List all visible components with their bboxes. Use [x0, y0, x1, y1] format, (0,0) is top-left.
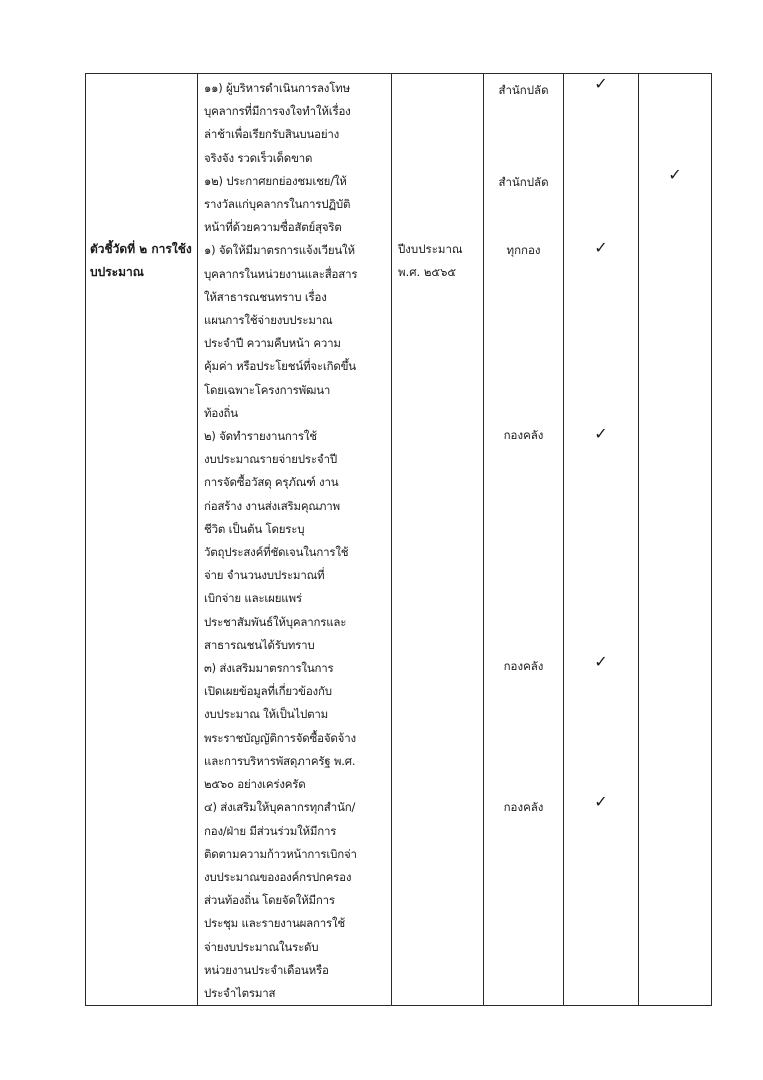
activities-cell — [198, 74, 392, 1006]
check-mark-icon: ✓ — [594, 74, 608, 93]
budget-year: ปีงบประมาณ พ.ศ. ๒๕๖๕ — [398, 242, 463, 279]
activity-11: ๑๑) ผู้บริหารดำเนินการลงโทษ บุคลากรที่มีการจงใจทำให้เรื่อง ล่าช้าเพื่อเรียกรับสินบนอย่าง จริงจัง รวดเร็วเด็ดขาด — [204, 81, 351, 165]
responsible-unit: ทุกกอง — [506, 243, 541, 257]
check-mark-icon: ✓ — [668, 165, 682, 184]
check-column-2 — [639, 74, 712, 1006]
check-mark-icon: ✓ — [594, 652, 608, 671]
period-cell — [392, 74, 484, 1006]
activity-indicator2-2: ๒) จัดทำรายงานการใช้ งบประมาณรายจ่ายประจำปี การจัดซื้อวัสดุ ครุภัณฑ์ งาน ก่อสร้าง งานส่งเสริมคุณภาพ ชีวิต เป็นต้น โดยระบุ วัตถุประสงค์ที่ชัดเจนในการใช้ จ่าย จำนวนงบประมาณที่ เบิกจ่าย และเผยแพร่ ประชาสัมพันธ์ให้บุคลากรและ สาธารณชนได้รับทราบ — [204, 429, 349, 652]
activity-indicator2-3: ๓) ส่งเสริมมาตรการในการ เปิดเผยข้อมูลที่เกี่ยวข้องกับ งบประมาณ ให้เป็นไปตาม พระราชบัญญัติการจัดซื้อจัดจ้าง และการบริหารพัสดุภาครัฐ พ.ศ. ๒๕๖๐ อย่างเคร่งครัด — [204, 661, 356, 792]
table-row — [86, 74, 712, 1006]
responsible-unit: สำนักปลัด — [498, 175, 549, 189]
indicator-cell — [86, 74, 198, 1006]
responsible-unit: กองคลัง — [503, 428, 544, 442]
check-mark-icon: ✓ — [594, 792, 608, 811]
activity-indicator2-1: ๑) จัดให้มีมาตรการแจ้งเวียนให้ บุคลากรในหน่วยงานและสื่อสาร ให้สาธารณชนทราบ เรื่อง แผนการใช้จ่ายงบประมาณ ประจำปี ความคืบหน้า ความ คุ้มค่า หรือประโยชน์ที่จะเกิดขึ้น โดยเฉพาะโครงการพัฒนา ท้องถิ่น — [204, 243, 358, 420]
check-mark-icon: ✓ — [594, 424, 608, 443]
activity-12: ๑๒) ประกาศยกย่องชมเชย/ให้ รางวัลแก่บุคลากรในการปฏิบัติ หน้าที่ด้วยความซื่อสัตย์สุจริต — [204, 173, 351, 235]
check-column-1 — [564, 74, 639, 1006]
responsible-unit: กองคลัง — [503, 659, 544, 673]
anti-corruption-plan-table — [85, 73, 712, 1006]
responsible-unit: กองคลัง — [503, 800, 544, 814]
activity-indicator2-4: ๔) ส่งเสริมให้บุคลากรทุกสำนัก/ กอง/ฝ่าย มีส่วนร่วมให้มีการ ติดตามความก้าวหน้าการเบิกจ่า งบประมาณขององค์กรปกครอง ส่วนท้องถิ่น โดยจัดให้มีการ ประชุม และรายงานผลการใช้ จ่ายงบประมาณในระดับ หน่วยงานประจำเดือนหรือ ประจำไตรมาส — [204, 800, 357, 1000]
indicator-label: ตัวชี้วัดที่ ๒ การใช้งบประมาณ — [90, 242, 192, 279]
responsible-unit: สำนักปลัด — [498, 83, 549, 97]
responsible-cell — [484, 74, 564, 1006]
check-mark-icon: ✓ — [594, 238, 608, 257]
